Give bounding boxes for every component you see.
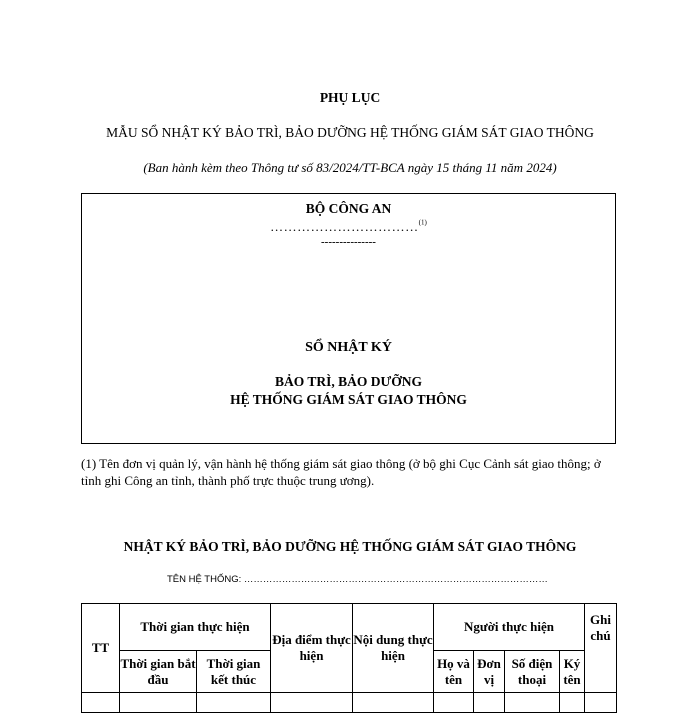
ministry-name: BỘ CÔNG AN — [305, 201, 392, 216]
col-location-header: Địa điểm thực hiện — [271, 604, 353, 693]
col-person-group-header: Người thực hiện — [434, 604, 585, 651]
log-table — [81, 603, 617, 713]
book-subtitle-1: BẢO TRÌ, BẢO DƯỠNG — [274, 374, 423, 389]
table-cell — [585, 693, 617, 713]
table-cell — [82, 693, 120, 713]
table-cell — [560, 693, 585, 713]
col-tt-header: TT — [82, 604, 120, 693]
table-cell — [505, 693, 560, 713]
table-cell — [271, 693, 353, 713]
col-content-header: Nội dung thực hiện — [353, 604, 434, 693]
table-cell — [197, 693, 271, 713]
col-person-name-header: Họ và tên — [434, 651, 474, 693]
separator: --------------- — [321, 236, 376, 248]
col-time-start-header: Thời gian bắt đầu — [120, 651, 197, 693]
col-person-sign-header: Ký tên — [560, 651, 585, 693]
col-person-unit-header: Đơn vị — [474, 651, 505, 693]
book-title: SỔ NHẬT KÝ — [305, 340, 392, 355]
col-note-header: Ghi chú — [585, 604, 617, 693]
table-cell — [353, 693, 434, 713]
system-name-label: TÊN HỆ THỐNG: …………………………………………………………………………………… — [167, 574, 548, 585]
footnote-mark: (1) — [418, 218, 427, 227]
unit-dots: …………………………… — [270, 219, 419, 234]
book-subtitle-2: HỆ THỐNG GIÁM SÁT GIAO THÔNG — [230, 392, 467, 407]
issued-note: (Ban hành kèm theo Thông tư số 83/2024/TT-BCA ngày 15 tháng 11 năm 2024) — [143, 160, 557, 175]
appendix-title: PHỤ LỤC — [319, 90, 381, 105]
log-heading: NHẬT KÝ BẢO TRÌ, BẢO DƯỠNG HỆ THỐNG GIÁM SÁT GIAO THÔNG — [123, 539, 577, 554]
footnote: (1) Tên đơn vị quản lý, vận hành hệ thống giám sát giao thông (ở bộ ghi Cục Cảnh sát giao thông; ở tỉnh ghi Công an tỉnh, thành phố trực thuộc trung ương). — [81, 456, 601, 488]
table-cell — [434, 693, 474, 713]
unit-placeholder — [82, 218, 615, 236]
form-subtitle: MẪU SỔ NHẬT KÝ BẢO TRÌ, BẢO DƯỠNG HỆ THỐNG GIÁM SÁT GIAO THÔNG — [106, 125, 594, 140]
cover-box — [81, 193, 616, 444]
table-cell — [474, 693, 505, 713]
table-cell — [120, 693, 197, 713]
col-time-group-header: Thời gian thực hiện — [120, 604, 271, 651]
col-time-end-header: Thời gian kết thúc — [197, 651, 271, 693]
col-person-phone-header: Số điện thoại — [505, 651, 560, 693]
